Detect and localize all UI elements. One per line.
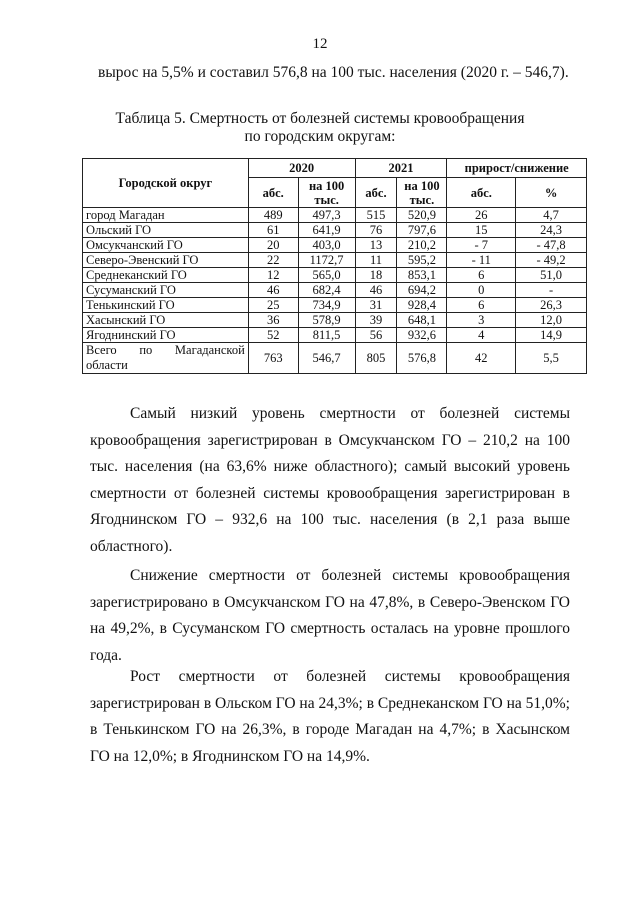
cell-rate-2020: 682,4 xyxy=(298,283,355,298)
cell-rate-2020: 811,5 xyxy=(298,328,355,343)
total-abs-2021: 805 xyxy=(355,343,397,374)
cell-diff-abs: 4 xyxy=(447,328,516,343)
cell-diff-pct: 26,3 xyxy=(516,298,587,313)
total-abs-2020: 763 xyxy=(248,343,298,374)
cell-abs-2021: 515 xyxy=(355,208,397,223)
cell-rate-2020: 403,0 xyxy=(298,238,355,253)
cell-region: Среднеканский ГО xyxy=(83,268,249,283)
table-row xyxy=(83,238,587,253)
cell-abs-2020: 25 xyxy=(248,298,298,313)
cell-diff-pct: 14,9 xyxy=(516,328,587,343)
cell-abs-2021: 46 xyxy=(355,283,397,298)
cell-region: Омсукчанский ГО xyxy=(83,238,249,253)
cell-abs-2020: 12 xyxy=(248,268,298,283)
cell-rate-2020: 565,0 xyxy=(298,268,355,283)
cell-rate-2021: 694,2 xyxy=(397,283,447,298)
cell-rate-2021: 932,6 xyxy=(397,328,447,343)
header-region: Городской округ xyxy=(83,159,249,208)
cell-rate-2020: 578,9 xyxy=(298,313,355,328)
paragraph-2-rest: зарегистрировано в Омсукчанском ГО на 47,8%, в Северо-Эвенском ГО на 49,2%, в Сусуманском ГО смертность осталась на уровне прошлого года. xyxy=(90,593,570,664)
cell-diff-abs: 15 xyxy=(447,223,516,238)
cell-abs-2021: 56 xyxy=(355,328,397,343)
caption-line-2: по городским округам: xyxy=(244,128,396,145)
cell-rate-2021: 520,9 xyxy=(397,208,447,223)
total-diff-pct: 5,5 xyxy=(516,343,587,374)
paragraph-3-first-line: Рост смертности от болезней системы кровообращения xyxy=(130,668,570,685)
cell-diff-abs: 0 xyxy=(447,283,516,298)
paragraph-increase xyxy=(90,664,570,770)
caption-line-1: Таблица 5. Смертность от болезней системы кровообращения xyxy=(115,110,525,127)
table-body xyxy=(83,208,587,343)
cell-diff-abs: 3 xyxy=(447,313,516,328)
cell-region: город Магадан xyxy=(83,208,249,223)
cell-region: Ольский ГО xyxy=(83,223,249,238)
table-row-total xyxy=(83,343,587,374)
total-rate-2020: 546,7 xyxy=(298,343,355,374)
cell-diff-abs: - 7 xyxy=(447,238,516,253)
cell-rate-2021: 797,6 xyxy=(397,223,447,238)
cell-diff-abs: 26 xyxy=(447,208,516,223)
cell-diff-pct: - 49,2 xyxy=(516,253,587,268)
cell-rate-2020: 497,3 xyxy=(298,208,355,223)
header-rate-2021: на 100 тыс. xyxy=(397,178,447,208)
total-rate-2021: 576,8 xyxy=(397,343,447,374)
mortality-table xyxy=(82,158,587,374)
table-row xyxy=(83,223,587,238)
cell-rate-2021: 648,1 xyxy=(397,313,447,328)
cell-rate-2021: 210,2 xyxy=(397,238,447,253)
cell-rate-2020: 734,9 xyxy=(298,298,355,313)
header-rate-2020: на 100 тыс. xyxy=(298,178,355,208)
cell-diff-pct: 51,0 xyxy=(516,268,587,283)
cell-abs-2020: 52 xyxy=(248,328,298,343)
header-2021: 2021 xyxy=(355,159,447,178)
cell-abs-2020: 22 xyxy=(248,253,298,268)
cell-diff-pct: 12,0 xyxy=(516,313,587,328)
cell-diff-pct: - xyxy=(516,283,587,298)
cell-abs-2021: 76 xyxy=(355,223,397,238)
cell-rate-2021: 853,1 xyxy=(397,268,447,283)
cell-abs-2021: 18 xyxy=(355,268,397,283)
cell-diff-pct: - 47,8 xyxy=(516,238,587,253)
header-percent-change: % xyxy=(516,178,587,208)
cell-rate-2021: 928,4 xyxy=(397,298,447,313)
total-region: Всего по Магаданской области xyxy=(83,343,249,374)
cell-region: Хасынский ГО xyxy=(83,313,249,328)
table-row xyxy=(83,298,587,313)
table-row xyxy=(83,268,587,283)
header-abs-change: абс. xyxy=(447,178,516,208)
total-diff-abs: 42 xyxy=(447,343,516,374)
cell-abs-2021: 39 xyxy=(355,313,397,328)
cell-diff-pct: 4,7 xyxy=(516,208,587,223)
cell-diff-pct: 24,3 xyxy=(516,223,587,238)
paragraph-3-rest: зарегистрирован в Ольском ГО на 24,3%; в Среднеканском ГО на 51,0%; в Тенькинском ГО на 26,3%, в городе Магадан на 4,7%; в Хасынском ГО на 12,0%; в Ягоднинском ГО на 14,9%. xyxy=(90,694,570,765)
header-change: прирост/снижение xyxy=(447,159,587,178)
cell-diff-abs: - 11 xyxy=(447,253,516,268)
paragraph-lowest-highest xyxy=(90,401,570,560)
cell-diff-abs: 6 xyxy=(447,298,516,313)
cell-abs-2020: 20 xyxy=(248,238,298,253)
cell-abs-2020: 46 xyxy=(248,283,298,298)
cell-diff-abs: 6 xyxy=(447,268,516,283)
header-abs-2021: абс. xyxy=(355,178,397,208)
cell-rate-2021: 595,2 xyxy=(397,253,447,268)
table-caption xyxy=(0,110,640,146)
cell-region: Северо-Эвенский ГО xyxy=(83,253,249,268)
cell-region: Сусуманский ГО xyxy=(83,283,249,298)
paragraph-1-first-line: Самый низкий уровень смертности от болезней системы xyxy=(130,405,570,422)
cell-rate-2020: 1172,7 xyxy=(298,253,355,268)
cell-region: Тенькинский ГО xyxy=(83,298,249,313)
cell-abs-2020: 36 xyxy=(248,313,298,328)
cell-abs-2021: 11 xyxy=(355,253,397,268)
header-abs-2020: абс. xyxy=(248,178,298,208)
paragraph-1-rest: кровообращения зарегистрирован в Омсукчанском ГО – 210,2 на 100 тыс. населения (на 63,6% ниже областного); самый высокий уровень смертности от болезней системы кровообращения зарегистрирован в Ягоднинском ГО – 932,6 на 100 тыс. населения (в 2,1 раза выше областного). xyxy=(90,431,570,555)
table-row xyxy=(83,328,587,343)
table-row xyxy=(83,253,587,268)
cell-abs-2020: 489 xyxy=(248,208,298,223)
header-2020: 2020 xyxy=(248,159,355,178)
paragraph-decrease xyxy=(90,563,570,669)
cell-abs-2020: 61 xyxy=(248,223,298,238)
page-number: 12 xyxy=(312,36,328,52)
paragraph-2-first-line: Снижение смертности от болезней системы кровообращения xyxy=(130,567,570,584)
table-row xyxy=(83,208,587,223)
table-row xyxy=(83,283,587,298)
table-row xyxy=(83,313,587,328)
intro-line: вырос на 5,5% и составил 576,8 на 100 тыс. населения (2020 г. – 546,7). xyxy=(98,64,569,81)
cell-rate-2020: 641,9 xyxy=(298,223,355,238)
cell-abs-2021: 13 xyxy=(355,238,397,253)
cell-abs-2021: 31 xyxy=(355,298,397,313)
cell-region: Ягоднинский ГО xyxy=(83,328,249,343)
